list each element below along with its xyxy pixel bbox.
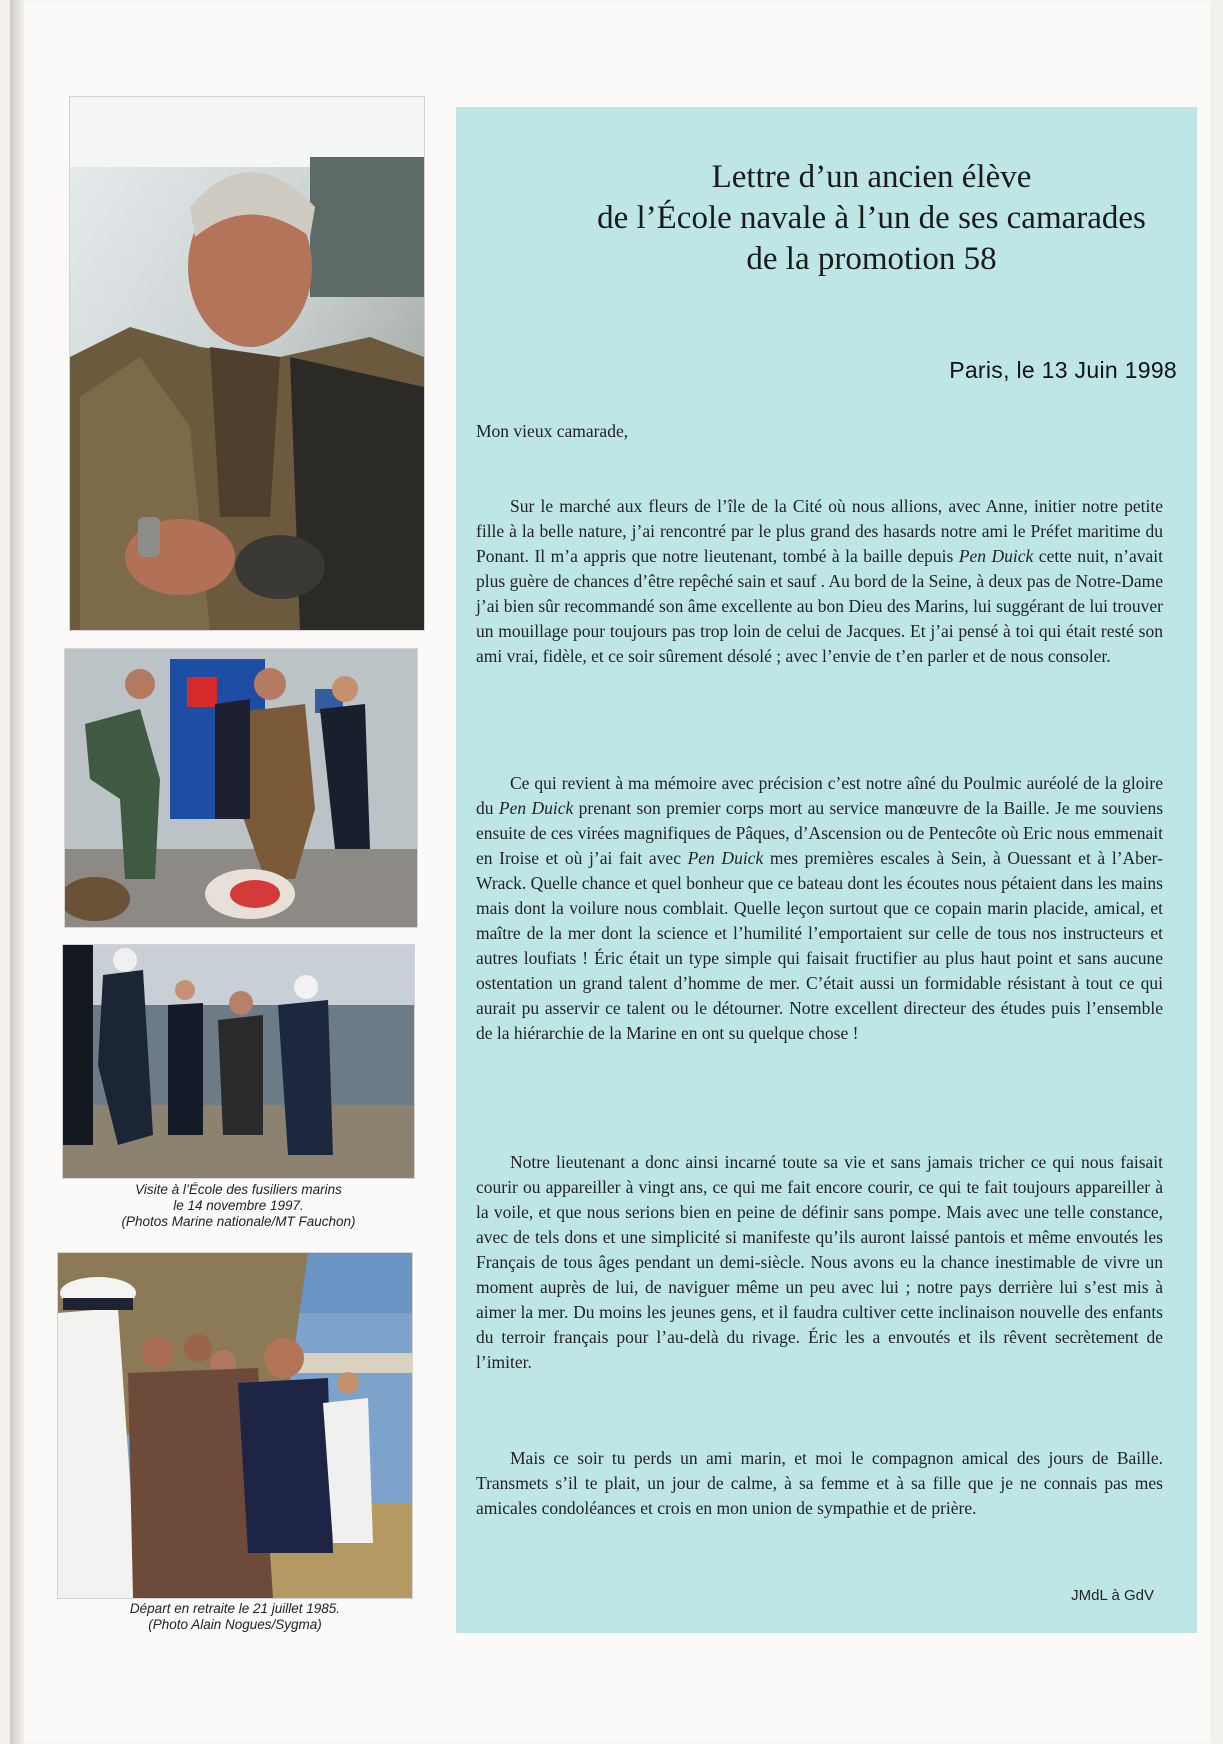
caption-line: le 14 novembre 1997.	[173, 1198, 304, 1213]
title-line: de la promotion 58	[746, 241, 997, 277]
retirement-photo-caption	[58, 1601, 412, 1633]
letter-dateline: Paris, le 13 Juin 1998	[949, 357, 1177, 383]
fusiliers-photo-caption	[63, 1182, 414, 1230]
caption-line: (Photos Marine nationale/MT Fauchon)	[121, 1214, 356, 1229]
letter-signature: JMdL à GdV	[1071, 1587, 1154, 1604]
caption-line: Départ en retraite le 21 juillet 1985.	[129, 1601, 341, 1616]
caption-line: (Photo Alain Nogues/Sygma)	[148, 1617, 322, 1632]
handshake-photo	[65, 649, 417, 927]
page-fold-shadow	[10, 0, 24, 1744]
portrait-photo	[70, 97, 424, 630]
letter-paragraph: Notre lieutenant a donc ainsi incarné toute sa vie et sans jamais tricher ce qui nous faisait courir ou appareiller à vingt ans, ce qui me fait encore courir, ce qui te fait toujours appareiller à la voile, et que nous serions bien en peine de définir sans pompe. Mais avec une telle constance, avec de tels dons et une simplicité si manifeste qu’ils auront laissé pantois et même envoutés les Français de tous âges pendant un demi-siècle. Nous avons eu la chance inestimable de vivre un moment auprès de lui, de naviguer même un peu avec lui ; notre pays derrière lui s’est mis à aimer la mer. Du moins les jeunes gens, et il faudra cultiver cette inclinaison nouvelle des enfants du terroir français pour l’au-delà du rivage. Éric les a envoutés et ils rêvent secrètement de l’imiter.	[476, 1152, 1163, 1372]
boat-name: Pen Duick	[958, 546, 1034, 566]
letter-paragraph: Sur le marché aux fleurs de l’île de la Cité où nous allions, avec Anne, initier notre petite fille à la belle nature, j’ai rencontré par le plus grand des hasards notre ami le Préfet maritime du Ponant. Il m’a appris que notre lieutenant, tombé à la baille depuis Pen Duick cette nuit, n’avait plus guère de chances d’être repêché sain et sauf . Au bord de la Seine, à deux pas de Notre-Dame j’ai bien sûr recommandé son âme excellente au bon Dieu des Marins, lui suggérant de lui trouver un mouillage pour toujours pas trop loin de celui de Jacques. Et j’ai pensé à toi qui était resté son ami vrai, fidèle, et ce soir sûrement désolé ; avec l’envie de t’en parler et de nous consoler.	[476, 496, 1163, 666]
caption-line: Visite à l’École des fusiliers marins	[135, 1182, 342, 1197]
title-line: Lettre d’un ancien élève	[711, 159, 1032, 195]
letter-paragraph: Mais ce soir tu perds un ami marin, et moi le compagnon amical des jours de Baille. Transmets s’il te plait, un jour de calme, à sa femme et à sa fille que je ne connais pas mes amicales condoléances et crois en mon union de sympathie et de prière.	[476, 1448, 1163, 1518]
letter-panel	[456, 107, 1197, 1633]
letter-title	[456, 157, 1197, 280]
letter-salutation: Mon vieux camarade,	[476, 421, 629, 441]
letter-paragraph: Ce qui revient à ma mémoire avec précision c’est notre aîné du Poulmic auréolé de la gloire du Pen Duick prenant son premier corps mort au service manœuvre de la Baille. Je me souviens ensuite de ces virées magnifiques de Pâques, d’Ascension ou de Pentecôte où Eric nous emmenait en Iroise et où j’ai fait avec Pen Duick mes premières escales à Sein, à Ouessant et à l’Aber-Wrack. Quelle chance et quel bonheur que ce bateau dont les écoutes nous pétaient dans les mains mais dont la voilure nous comblait. Quelle leçon surtout que ce copain marin placide, amical, et maître de la mer dont la science et l’humilité l’emportaient sur celle de tous nos instructeurs et autres loufiats ! Éric était un type simple qui faisait fructifier au plus haut point et sans aucune ostentation un grand talent d’homme de mer. C’était aussi un formidable résistant à tout ce qui aurait pu asservir ce talent ou le détourner. Notre excellent directeur des études puis l’ensemble de la hiérarchie de la Marine en ont su quelque chose !	[476, 773, 1164, 1043]
boat-name: Pen Duick	[498, 798, 574, 818]
boat-name: Pen Duick	[687, 848, 764, 868]
fusiliers-visit-photo	[63, 945, 414, 1178]
retirement-photo	[58, 1253, 412, 1598]
title-line: de l’École navale à l’un de ses camarades	[597, 200, 1146, 236]
